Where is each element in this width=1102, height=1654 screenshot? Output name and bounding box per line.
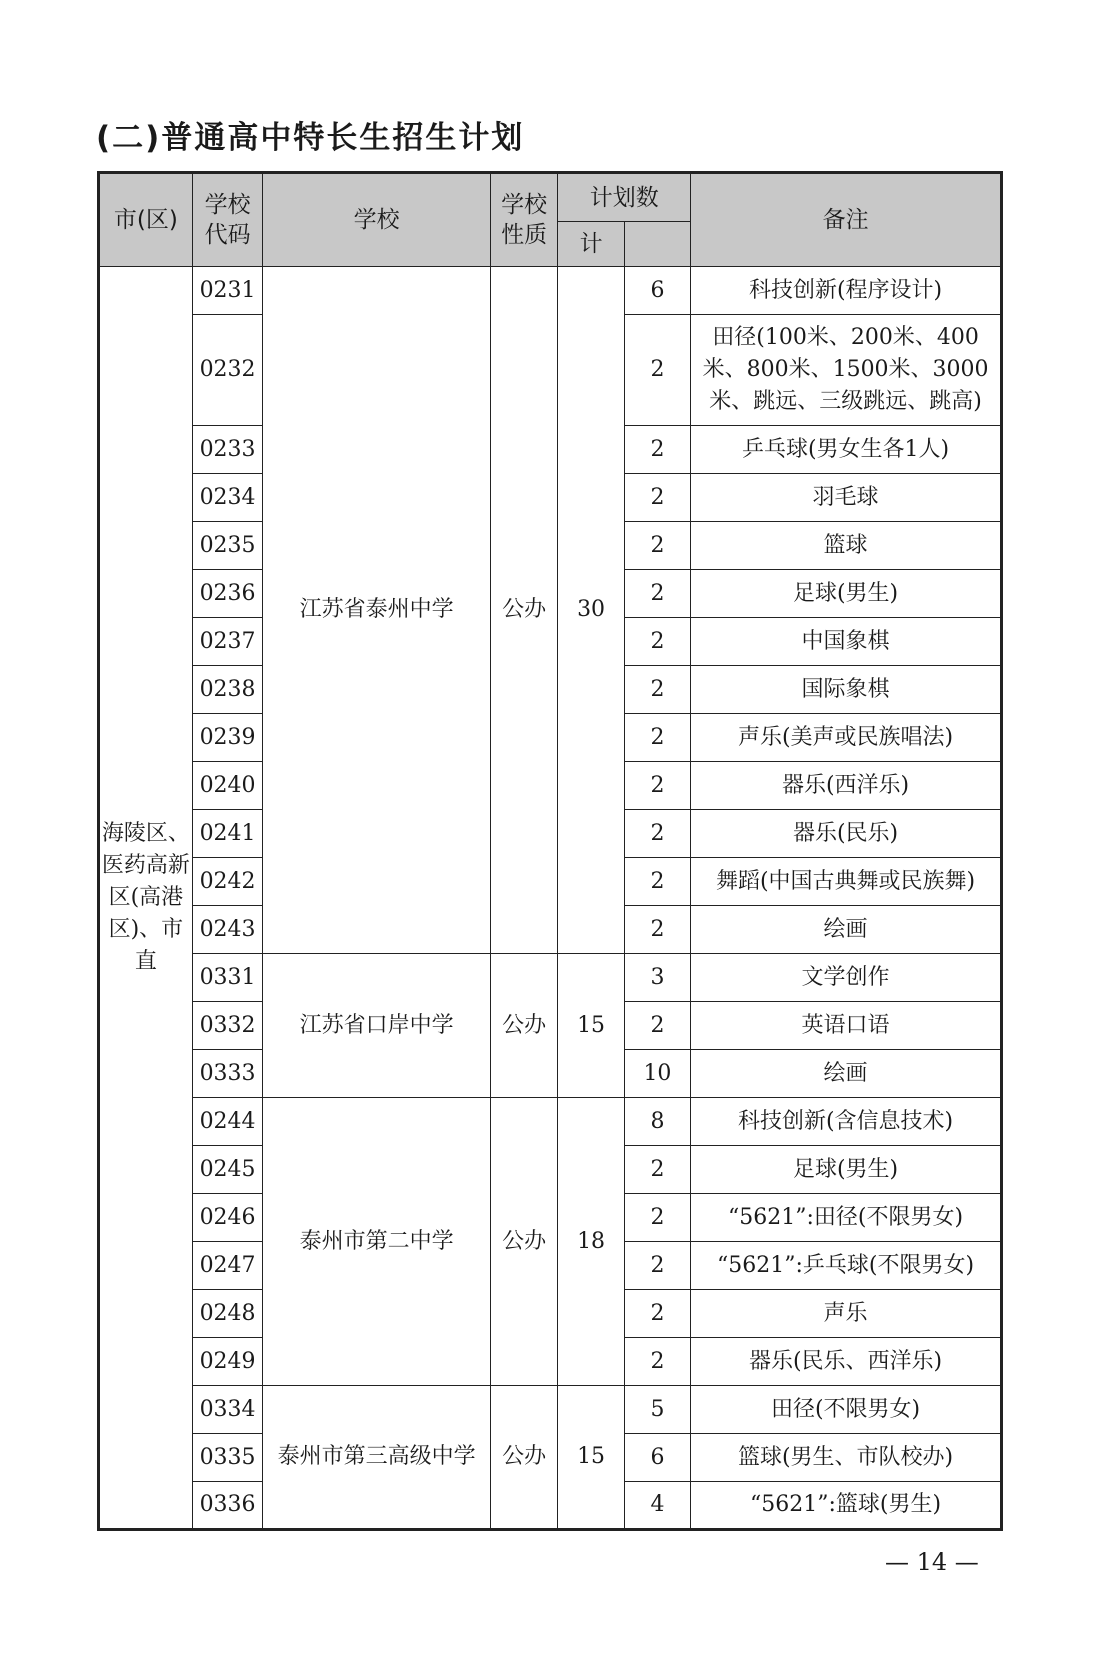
remark-cell: 篮球 xyxy=(691,522,1002,570)
remark-cell: 声乐 xyxy=(691,1290,1002,1338)
school-nature-cell: 公办 xyxy=(490,954,557,1098)
school-code-cell: 0233 xyxy=(192,426,263,474)
header-plan-total: 计 xyxy=(558,222,624,267)
header-remark: 备注 xyxy=(691,173,1002,267)
plan-count-cell: 2 xyxy=(624,1242,690,1290)
school-code-cell: 0243 xyxy=(192,906,263,954)
school-code-cell: 0248 xyxy=(192,1290,263,1338)
plan-count-cell: 10 xyxy=(624,1050,690,1098)
plan-count-cell: 6 xyxy=(624,1434,690,1482)
remark-cell: 科技创新(程序设计) xyxy=(691,267,1002,315)
remark-cell: 乒乓球(男女生各1人) xyxy=(691,426,1002,474)
plan-count-cell: 4 xyxy=(624,1482,690,1530)
remark-cell: 羽毛球 xyxy=(691,474,1002,522)
school-code-cell: 0237 xyxy=(192,618,263,666)
school-code-cell: 0242 xyxy=(192,858,263,906)
plan-total-cell: 18 xyxy=(558,1098,624,1386)
plan-count-cell: 2 xyxy=(624,474,690,522)
remark-cell: 篮球(男生、市队校办) xyxy=(691,1434,1002,1482)
remark-cell: “5621”:乒乓球(不限男女) xyxy=(691,1242,1002,1290)
header-code xyxy=(192,173,263,267)
school-code-cell: 0246 xyxy=(192,1194,263,1242)
plan-count-cell: 3 xyxy=(624,954,690,1002)
remark-cell: “5621”:篮球(男生) xyxy=(691,1482,1002,1530)
school-code-cell: 0334 xyxy=(192,1386,263,1434)
school-code-cell: 0241 xyxy=(192,810,263,858)
remark-cell: 器乐(西洋乐) xyxy=(691,762,1002,810)
table-body xyxy=(99,267,1002,1530)
table-row xyxy=(99,954,1002,1002)
plan-count-cell: 2 xyxy=(624,1002,690,1050)
plan-count-cell: 2 xyxy=(624,1338,690,1386)
table-row xyxy=(99,267,1002,315)
school-code-cell: 0331 xyxy=(192,954,263,1002)
school-code-cell: 0332 xyxy=(192,1002,263,1050)
header-district: 市(区) xyxy=(99,173,193,267)
remark-cell: 绘画 xyxy=(691,906,1002,954)
remark-cell: 国际象棋 xyxy=(691,666,1002,714)
plan-count-cell: 2 xyxy=(624,1146,690,1194)
remark-cell: 舞蹈(中国古典舞或民族舞) xyxy=(691,858,1002,906)
plan-count-cell: 2 xyxy=(624,810,690,858)
remark-cell: 器乐(民乐) xyxy=(691,810,1002,858)
plan-total-cell: 15 xyxy=(558,954,624,1098)
school-code-cell: 0232 xyxy=(192,315,263,426)
header-nature xyxy=(490,173,557,267)
plan-count-cell: 2 xyxy=(624,522,690,570)
plan-count-cell: 5 xyxy=(624,1386,690,1434)
school-code-cell: 0236 xyxy=(192,570,263,618)
school-code-cell: 0231 xyxy=(192,267,263,315)
school-name-cell: 江苏省口岸中学 xyxy=(263,954,491,1098)
school-name-cell: 泰州市第二中学 xyxy=(263,1098,491,1386)
district-cell: 海陵区、医药高新区(高港区)、市直 xyxy=(99,267,193,1530)
header-plan: 计划数 xyxy=(558,173,691,222)
school-code-cell: 0333 xyxy=(192,1050,263,1098)
school-nature-cell: 公办 xyxy=(490,267,557,954)
plan-count-cell: 2 xyxy=(624,570,690,618)
plan-count-cell: 8 xyxy=(624,1098,690,1146)
school-code-cell: 0335 xyxy=(192,1434,263,1482)
remark-cell: “5621”:田径(不限男女) xyxy=(691,1194,1002,1242)
plan-total-cell: 30 xyxy=(558,267,624,954)
enrollment-plan-table xyxy=(97,171,1003,1531)
plan-count-cell: 2 xyxy=(624,906,690,954)
school-code-cell: 0244 xyxy=(192,1098,263,1146)
plan-count-cell: 2 xyxy=(624,1194,690,1242)
school-code-cell: 0245 xyxy=(192,1146,263,1194)
school-code-cell: 0249 xyxy=(192,1338,263,1386)
plan-count-cell: 2 xyxy=(624,1290,690,1338)
table-row xyxy=(99,1386,1002,1434)
header-school: 学校 xyxy=(263,173,491,267)
plan-count-cell: 2 xyxy=(624,858,690,906)
remark-cell: 英语口语 xyxy=(691,1002,1002,1050)
plan-count-cell: 2 xyxy=(624,762,690,810)
school-code-cell: 0239 xyxy=(192,714,263,762)
school-code-cell: 0235 xyxy=(192,522,263,570)
remark-cell: 绘画 xyxy=(691,1050,1002,1098)
plan-total-cell: 15 xyxy=(558,1386,624,1530)
remark-cell: 文学创作 xyxy=(691,954,1002,1002)
header-plan-sub xyxy=(624,222,690,267)
school-name-cell: 泰州市第三高级中学 xyxy=(263,1386,491,1530)
plan-count-cell: 6 xyxy=(624,267,690,315)
school-code-cell: 0234 xyxy=(192,474,263,522)
school-code-cell: 0336 xyxy=(192,1482,263,1530)
plan-count-cell: 2 xyxy=(624,426,690,474)
page-number: — 14 — xyxy=(885,1548,979,1576)
remark-cell: 器乐(民乐、西洋乐) xyxy=(691,1338,1002,1386)
header-code-text: 学校 代码 xyxy=(204,192,251,248)
remark-cell: 田径(不限男女) xyxy=(691,1386,1002,1434)
remark-cell: 田径(100米、200米、400米、800米、1500米、3000米、跳远、三级跳远、跳高) xyxy=(691,315,1002,426)
school-code-cell: 0240 xyxy=(192,762,263,810)
remark-cell: 科技创新(含信息技术) xyxy=(691,1098,1002,1146)
school-code-cell: 0247 xyxy=(192,1242,263,1290)
school-name-cell: 江苏省泰州中学 xyxy=(263,267,491,954)
plan-count-cell: 2 xyxy=(624,315,690,426)
school-nature-cell: 公办 xyxy=(490,1098,557,1386)
plan-count-cell: 2 xyxy=(624,618,690,666)
school-code-cell: 0238 xyxy=(192,666,263,714)
school-nature-cell: 公办 xyxy=(490,1386,557,1530)
plan-count-cell: 2 xyxy=(624,666,690,714)
page-title: (二)普通高中特长生招生计划 xyxy=(96,120,525,156)
remark-cell: 足球(男生) xyxy=(691,570,1002,618)
remark-cell: 足球(男生) xyxy=(691,1146,1002,1194)
remark-cell: 声乐(美声或民族唱法) xyxy=(691,714,1002,762)
plan-count-cell: 2 xyxy=(624,714,690,762)
remark-cell: 中国象棋 xyxy=(691,618,1002,666)
table-row xyxy=(99,1098,1002,1146)
header-nature-text: 学校 性质 xyxy=(501,192,548,248)
